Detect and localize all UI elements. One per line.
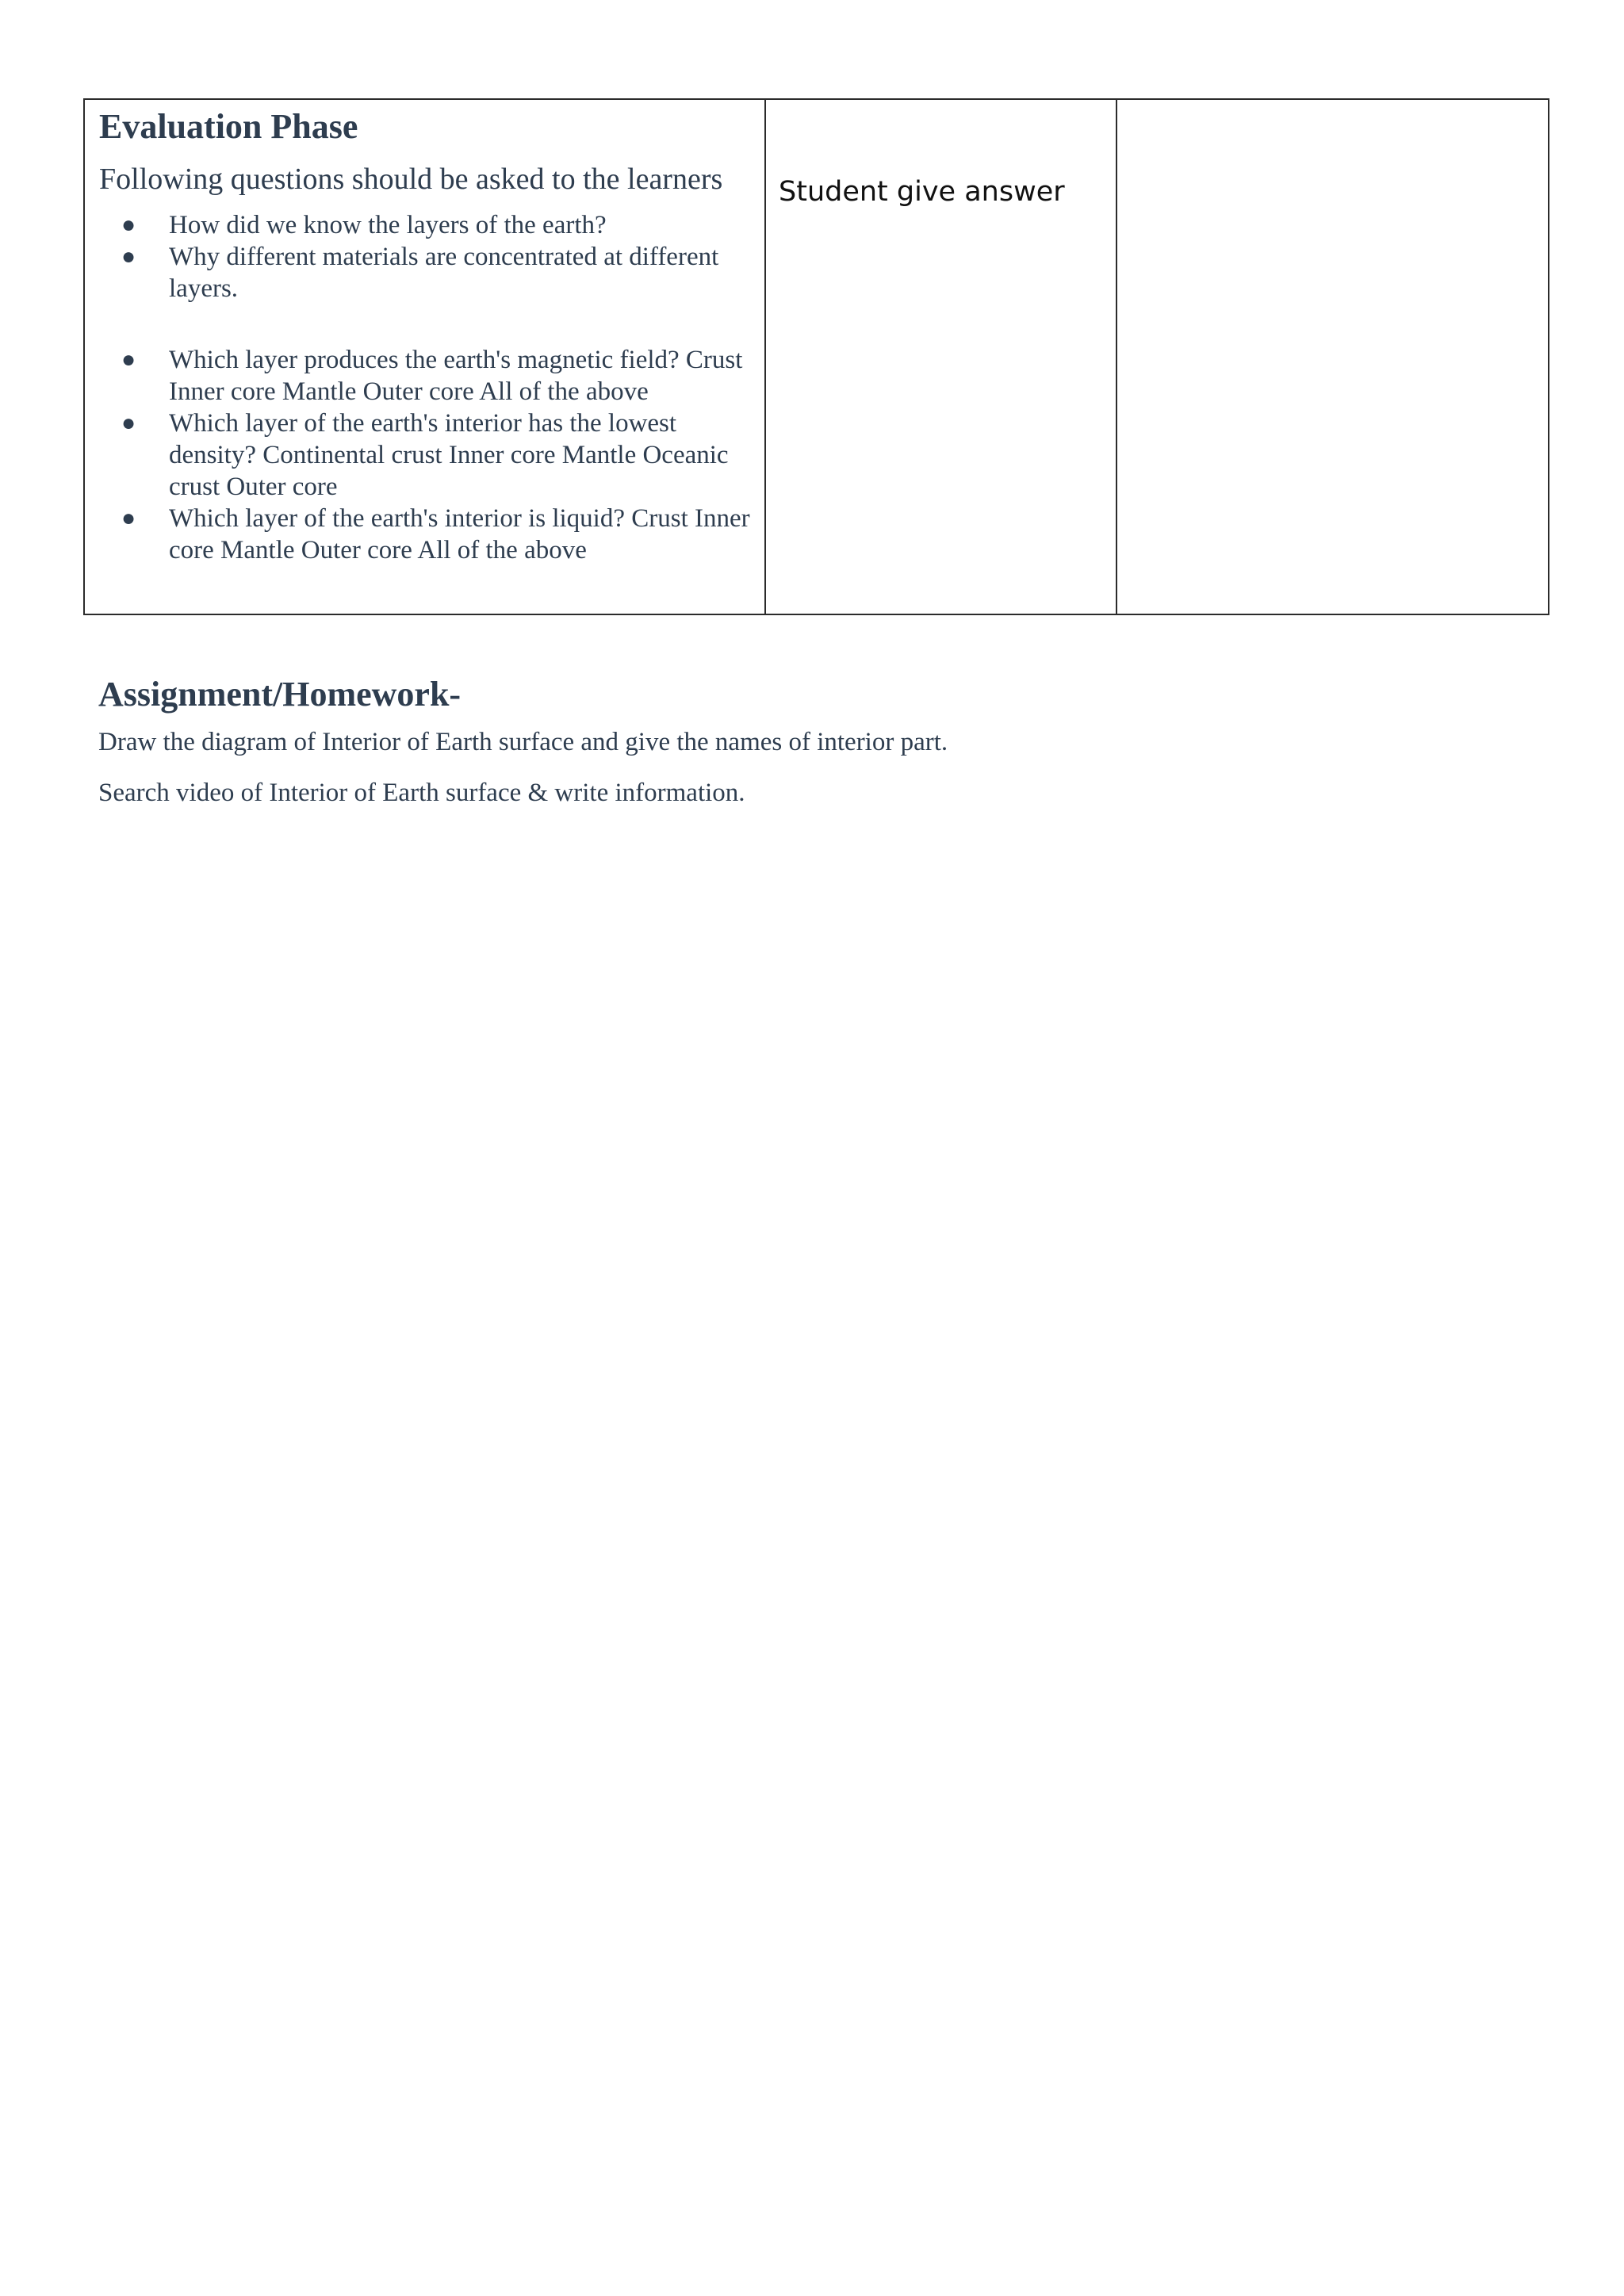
teacher-activity-cell	[84, 99, 765, 614]
question-list	[99, 209, 750, 566]
question-text: Why different materials are concentrated at different layers.	[169, 243, 719, 303]
question-text: Which layer produces the earth's magnetic field? Crust Inner core Mantle Outer core All of the above	[169, 346, 743, 406]
bullet-icon: ●	[121, 212, 136, 238]
list-item	[99, 344, 750, 408]
question-text: Which layer of the earth's interior has the lowest density? Continental crust Inner core Mantle Oceanic crust Outer core	[169, 409, 729, 501]
student-response: Student give answer	[779, 176, 1065, 208]
list-item	[99, 408, 750, 503]
evaluation-title: Evaluation Phase	[99, 107, 358, 146]
bullet-icon: ●	[121, 243, 136, 270]
evaluation-table	[83, 98, 1549, 615]
assignment-title: Assignment/Homework-	[98, 675, 462, 714]
list-item	[99, 241, 750, 304]
bullet-icon: ●	[121, 410, 136, 436]
question-text: How did we know the layers of the earth?	[169, 211, 607, 239]
bullet-icon: ●	[121, 505, 136, 531]
assignment-section	[98, 672, 1526, 826]
question-text: Which layer of the earth's interior is liquid? Crust Inner core Mantle Outer core All of the above	[169, 504, 750, 564]
assignment-line: Draw the diagram of Interior of Earth surface and give the names of interior part.	[98, 728, 948, 756]
student-activity-cell	[765, 99, 1116, 614]
list-item	[99, 503, 750, 566]
table-row	[84, 99, 1549, 614]
evaluation-intro: Following questions should be asked to the learners	[99, 163, 723, 196]
list-item	[99, 209, 750, 241]
assignment-line: Search video of Interior of Earth surface & write information.	[98, 779, 745, 807]
bullet-icon: ●	[121, 346, 136, 373]
remarks-cell	[1116, 99, 1549, 614]
